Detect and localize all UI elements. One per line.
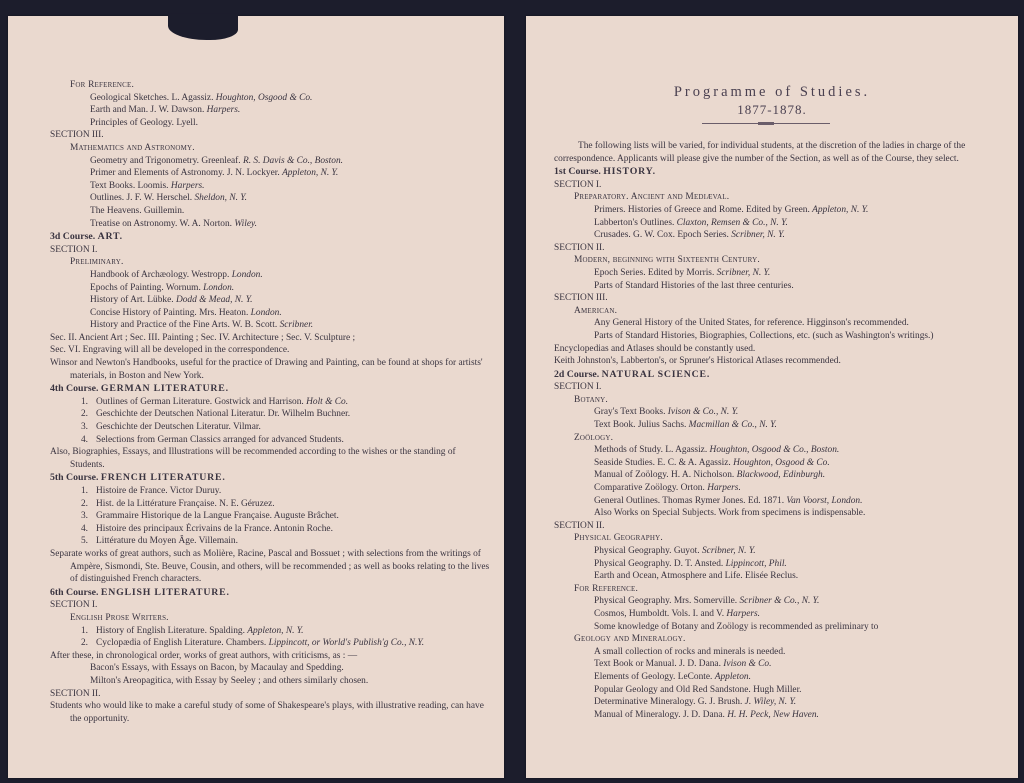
line-text: Earth and Ocean, Atmosphere and Life. Elisée Reclus. <box>594 571 799 582</box>
text-line <box>50 104 490 117</box>
publisher: Ivison & Co., N. Y. <box>667 407 739 418</box>
line-text: Physical Geography. D. T. Ansted. <box>594 558 726 569</box>
section-heading <box>554 381 1000 394</box>
publisher: Macmillan & Co., N. Y. <box>688 420 777 431</box>
text-line <box>554 330 1000 343</box>
line-text: Hist. de la Littérature Française. N. E. Géruzez. <box>96 498 275 509</box>
publisher: Scribner, N. Y. <box>701 546 756 556</box>
line-text: SECTION I. <box>50 600 98 611</box>
text-line <box>554 229 1000 242</box>
page-title: Programme of Studies. <box>673 84 871 100</box>
section-heading <box>50 129 490 142</box>
numbered-item <box>50 535 490 548</box>
item-number: 1. <box>80 625 88 636</box>
section-heading <box>554 179 1000 192</box>
subsection-heading <box>50 142 490 155</box>
publisher: Scribner, N. Y. <box>716 267 771 278</box>
section-heading <box>50 688 490 701</box>
course-number: 4th Course. <box>50 383 99 395</box>
course-heading <box>554 369 1000 382</box>
course-title: GERMAN LITERATURE. <box>100 383 229 395</box>
course-heading <box>50 383 490 396</box>
subsection-heading <box>554 633 1000 646</box>
line-text: English Prose Writers. <box>70 612 169 623</box>
section-heading <box>50 599 490 612</box>
publisher: Van Voorst, London. <box>786 495 863 506</box>
publisher: London. <box>250 307 282 318</box>
course-number: 3d Course. <box>50 231 96 243</box>
text-line <box>554 280 1000 293</box>
text-line <box>554 406 1000 419</box>
course-heading <box>50 587 490 600</box>
line-text: Text Book. Julius Sachs. <box>594 420 689 431</box>
line-text: For Reference. <box>574 583 639 594</box>
line-text: Separate works of great authors, such as Molière, Racine, Pascal and Bossuet ; with selections from the writings of Ampère, Sismondi, Ste. Beuve, Cousin, and others, will be recommended ; as well as books relating to the lives of distinguished French characters. <box>50 548 490 585</box>
subsection-heading <box>554 432 1000 445</box>
line-text: Manual of Mineralogy. J. D. Dana. <box>594 709 728 720</box>
publisher: Sheldon, N. Y. <box>194 193 247 204</box>
item-number: 1. <box>80 486 88 496</box>
line-text: SECTION III. <box>554 293 608 304</box>
line-text: Physical Geography. Guyot. <box>594 546 702 556</box>
line-text: Elements of Geology. LeConte. <box>594 671 715 682</box>
line-text: SECTION II. <box>554 520 605 531</box>
text-line <box>50 218 490 231</box>
text-line <box>554 507 1000 520</box>
line-text: Littérature du Moyen Âge. Villemain. <box>96 536 238 547</box>
text-line <box>554 709 1000 722</box>
text-line <box>50 662 490 675</box>
publisher: Blackwood, Edinburgh. <box>736 470 826 481</box>
text-line <box>554 621 1000 634</box>
line-text: Comparative Zoölogy. Orton. <box>594 483 708 494</box>
text-line <box>554 343 1000 356</box>
text-line <box>50 332 490 345</box>
line-text: Milton's Areopagitica, with Essay by Seeley ; and others similarly chosen. <box>90 675 369 686</box>
text-line <box>554 671 1000 684</box>
numbered-item <box>50 637 490 650</box>
publisher: Holt & Co. <box>306 396 349 407</box>
text-line <box>50 294 490 307</box>
line-text: Geology and Mineralogy. <box>574 634 686 645</box>
section-heading <box>554 292 1000 305</box>
numbered-item <box>50 434 490 447</box>
line-text: Handbook of Archæology. Westropp. <box>90 269 232 280</box>
text-line <box>50 344 490 357</box>
subsection-heading <box>554 394 1000 407</box>
publisher: Houghton, Osgood & Co. <box>215 92 313 103</box>
line-text: Encyclopedias and Atlases should be constantly used. <box>554 343 756 354</box>
line-text: The following lists will be varied, for individual students, at the discretion of the ladies in charge of the correspondence. Applicants will please give the number of the Section, as well as of the Course, they select. <box>554 141 966 164</box>
item-number: 5. <box>80 536 88 547</box>
line-text: Geschichte der Deutschen Literatur. Vilmar. <box>96 422 261 433</box>
subsection-heading <box>554 254 1000 267</box>
line-text: Keith Johnston's, Labberton's, or Spruner's Historical Atlases recommended. <box>554 356 841 367</box>
numbered-item <box>50 408 490 421</box>
text-line <box>554 684 1000 697</box>
line-text: Methods of Study. L. Agassiz. <box>594 445 710 456</box>
course-title: ENGLISH LITERATURE. <box>100 586 230 598</box>
line-text: General Outlines. Thomas Rymer Jones. Ed. 1871. <box>594 495 787 506</box>
text-line <box>50 192 490 205</box>
text-line <box>554 140 1000 165</box>
line-text: Concise History of Painting. Mrs. Heaton. <box>90 307 251 318</box>
line-text: SECTION I. <box>554 179 602 190</box>
text-line <box>554 570 1000 583</box>
line-text: Gray's Text Books. <box>594 407 668 418</box>
section-heading <box>554 242 1000 255</box>
line-text: History of Art. Lübke. <box>90 295 176 306</box>
numbered-item <box>50 421 490 434</box>
publisher: Appleton. <box>714 671 751 682</box>
line-text: Physical Geography. <box>574 533 663 544</box>
line-text: Principles of Geology. Lyell. <box>90 117 198 128</box>
publisher: Scribner. <box>279 320 314 331</box>
subsection-heading <box>554 583 1000 596</box>
publisher: Houghton, Osgood & Co., Boston. <box>709 445 840 456</box>
subsection-heading <box>50 256 490 269</box>
line-text: Also Works on Special Subjects. Work from specimens is indispensable. <box>594 508 866 519</box>
course-heading <box>50 231 490 244</box>
text-line <box>50 167 490 180</box>
item-number: 4. <box>80 434 88 445</box>
line-text: Labberton's Outlines. <box>594 217 677 228</box>
publisher: Appleton, N. Y. <box>247 625 304 636</box>
line-text: Primers. Histories of Greece and Rome. Edited by Green. <box>594 204 813 215</box>
line-text: Selections from German Classics arranged for advanced Students. <box>96 434 344 445</box>
text-line <box>554 355 1000 368</box>
line-text: Mathematics and Astronomy. <box>70 142 195 153</box>
publisher: London. <box>231 269 263 280</box>
course-number: 2d Course. <box>554 368 600 380</box>
item-number: 2. <box>80 498 88 509</box>
line-text: Crusades. G. W. Cox. Epoch Series. <box>594 230 732 241</box>
course-heading <box>554 166 1000 179</box>
subsection-heading <box>554 532 1000 545</box>
text-line <box>554 495 1000 508</box>
publisher: Harpers. <box>206 105 241 116</box>
item-number: 4. <box>80 523 88 534</box>
item-number: 1. <box>80 396 88 407</box>
text-line <box>50 205 490 218</box>
line-text: Histoire de France. Victor Duruy. <box>96 486 222 496</box>
subsection-heading <box>554 305 1000 318</box>
course-number: 6th Course. <box>50 586 99 598</box>
line-text: Manual of Zoölogy. H. A. Nicholson. <box>594 470 737 481</box>
line-text: Geological Sketches. L. Agassiz. <box>90 92 216 103</box>
line-text: History of English Literature. Spalding. <box>96 625 248 636</box>
publisher: Harpers. <box>726 608 761 619</box>
line-text: Grammaire Historique de la Langue Française. Auguste Brâchet. <box>96 511 339 522</box>
text-line <box>50 700 490 725</box>
line-text: SECTION I. <box>554 382 602 393</box>
subsection-heading <box>50 79 490 92</box>
numbered-item <box>50 396 490 409</box>
line-text: Cosmos, Humboldt. Vols. I. and V. <box>594 608 727 619</box>
text-line <box>554 545 1000 558</box>
publisher: Wiley. <box>234 218 258 229</box>
line-text: For Reference. <box>70 80 135 90</box>
text-line <box>50 650 490 663</box>
text-line <box>50 548 490 586</box>
right-page-content <box>554 140 1000 721</box>
publisher: Lippincott, or World's Publish'g Co., N.Y. <box>268 638 425 649</box>
publisher: Scribner, N. Y. <box>731 230 785 241</box>
text-line <box>554 658 1000 671</box>
line-text: Winsor and Newton's Handbooks, useful for the practice of Drawing and Painting, can be found at shops for artists' materials, in Boston and New York. <box>50 358 483 381</box>
text-line <box>554 317 1000 330</box>
line-text: History and Practice of the Fine Arts. W. B. Scott. <box>90 320 280 331</box>
course-number: 1st Course. <box>554 166 601 178</box>
line-text: Determinative Mineralogy. G. J. Brush. <box>594 697 745 708</box>
line-text: Outlines. J. F. W. Herschel. <box>90 193 195 204</box>
line-text: American. <box>574 305 618 316</box>
line-text: Modern, beginning with Sixteenth Century. <box>574 255 760 266</box>
line-text: Cyclopædia of English Literature. Chambers. <box>96 638 269 649</box>
publisher: Lippincott, Phil. <box>725 558 787 569</box>
publisher: J. Wiley, N. Y. <box>744 697 797 708</box>
text-line <box>554 608 1000 621</box>
text-line <box>50 282 490 295</box>
subsection-heading <box>554 191 1000 204</box>
line-text: Physical Geography. Mrs. Somerville. <box>594 596 740 607</box>
line-text: Bacon's Essays, with Essays on Bacon, by Macaulay and Spedding. <box>90 663 344 674</box>
line-text: Outlines of German Literature. Gostwick and Harrison. <box>96 396 307 407</box>
line-text: Epochs of Painting. Wornum. <box>90 282 204 293</box>
torn-corner <box>168 14 238 40</box>
text-line <box>554 482 1000 495</box>
publisher: Houghton, Osgood & Co. <box>733 457 830 468</box>
line-text: SECTION II. <box>50 688 101 699</box>
publisher: R. S. Davis & Co., Boston. <box>243 155 343 166</box>
text-line <box>554 267 1000 280</box>
course-title: ART. <box>97 231 123 243</box>
publisher: Dodd & Mead, N. Y. <box>175 295 253 306</box>
line-text: Parts of Standard Histories, Biographies, Collections, etc. (such as Washington's writings.) <box>594 330 934 341</box>
line-text: The Heavens. Guillemin. <box>90 205 185 216</box>
item-number: 3. <box>80 511 88 522</box>
publisher: Scribner & Co., N. Y. <box>739 596 820 607</box>
left-page <box>8 16 504 778</box>
text-line <box>50 117 490 130</box>
line-text: Primer and Elements of Astronomy. J. N. Lockyer. <box>90 168 283 179</box>
line-text: Epoch Series. Edited by Morris. <box>594 267 717 278</box>
text-line <box>50 675 490 688</box>
line-text: Preparatory. Ancient and Mediæval. <box>574 192 730 203</box>
course-title: FRENCH LITERATURE. <box>100 472 226 484</box>
line-text: Botany. <box>574 394 608 405</box>
publisher: Ivison & Co. <box>723 659 772 670</box>
line-text: Also, Biographies, Essays, and Illustrations will be recommended according to the wishes or the standing of Students. <box>50 447 456 470</box>
line-text: Histoire des principaux Écrivains de la France. Antonin Roche. <box>96 523 333 534</box>
text-line <box>50 357 490 382</box>
line-text: Some knowledge of Botany and Zoölogy is recommended as preliminary to <box>594 621 879 632</box>
text-line <box>554 457 1000 470</box>
line-text: Students who would like to make a careful study of some of Shakespeare's plays, with illustrative reading, can have the opportunity. <box>50 701 484 724</box>
item-number: 2. <box>80 409 88 420</box>
text-line <box>50 269 490 282</box>
item-number: 3. <box>80 422 88 433</box>
line-text: Earth and Man. J. W. Dawson. <box>90 105 207 116</box>
line-text: Any General History of the United States, for reference. Higginson's recommended. <box>594 318 909 329</box>
title-rule <box>702 123 830 124</box>
text-line <box>50 307 490 320</box>
text-line <box>50 180 490 193</box>
line-text: Text Books. Loomis. <box>90 180 171 191</box>
line-text: Seaside Studies. E. C. & A. Agassiz. <box>594 457 734 468</box>
publisher: Appleton, N. Y. <box>812 204 869 215</box>
course-title: NATURAL SCIENCE. <box>601 368 711 380</box>
line-text: A small collection of rocks and minerals is needed. <box>594 646 786 657</box>
line-text: Text Book or Manual. J. D. Dana. <box>594 659 724 670</box>
line-text: Treatise on Astronomy. W. A. Norton. <box>90 218 235 229</box>
page-years: 1877-1878. <box>737 102 807 117</box>
publisher: Harpers. <box>170 180 205 191</box>
left-page-content <box>50 79 490 725</box>
section-heading <box>50 244 490 257</box>
text-line <box>554 444 1000 457</box>
publisher: Harpers. <box>707 483 741 494</box>
text-line <box>554 217 1000 230</box>
line-text: SECTION I. <box>50 244 98 255</box>
text-line <box>554 646 1000 659</box>
text-line <box>50 319 490 332</box>
publisher: Appleton, N. Y. <box>282 168 339 179</box>
course-title: HISTORY. <box>603 166 656 178</box>
publisher: Claxton, Remsen & Co., N. Y. <box>676 217 788 228</box>
item-number: 2. <box>80 638 88 649</box>
course-heading <box>50 472 490 485</box>
line-text: Sec. II. Ancient Art ; Sec. III. Painting ; Sec. IV. Architecture ; Sec. V. Sculpture ; <box>50 332 356 343</box>
line-text: SECTION II. <box>554 242 605 253</box>
line-text: Geschichte der Deutschen National Literatur. Dr. Wilhelm Buchner. <box>96 409 351 420</box>
line-text: Parts of Standard Histories of the last three centuries. <box>594 280 794 291</box>
line-text: Geometry and Trigonometry. Greenleaf. <box>90 155 243 166</box>
text-line <box>554 595 1000 608</box>
numbered-item <box>50 485 490 498</box>
line-text: Popular Geology and Old Red Sandstone. Hugh Miller. <box>594 684 802 695</box>
text-line <box>50 92 490 105</box>
numbered-item <box>50 510 490 523</box>
line-text: Preliminary. <box>70 257 124 268</box>
text-line <box>554 558 1000 571</box>
line-text: After these, in chronological order, works of great authors, with criticisms, as : — <box>50 650 358 661</box>
numbered-item <box>50 523 490 536</box>
right-page <box>526 16 1018 778</box>
text-line <box>50 155 490 168</box>
numbered-item <box>50 625 490 638</box>
section-heading <box>554 520 1000 533</box>
text-line <box>50 446 490 471</box>
subsection-heading <box>50 612 490 625</box>
line-text: Zoölogy. <box>574 432 614 443</box>
line-text: SECTION III. <box>50 130 104 141</box>
line-text: Sec. VI. Engraving will all be developed in the correspondence. <box>50 345 290 356</box>
publisher: London. <box>203 282 235 293</box>
text-line <box>554 204 1000 217</box>
text-line <box>554 469 1000 482</box>
text-line <box>554 696 1000 709</box>
numbered-item <box>50 498 490 511</box>
publisher: H. H. Peck, New Haven. <box>727 709 819 720</box>
text-line <box>554 419 1000 432</box>
course-number: 5th Course. <box>50 472 99 484</box>
